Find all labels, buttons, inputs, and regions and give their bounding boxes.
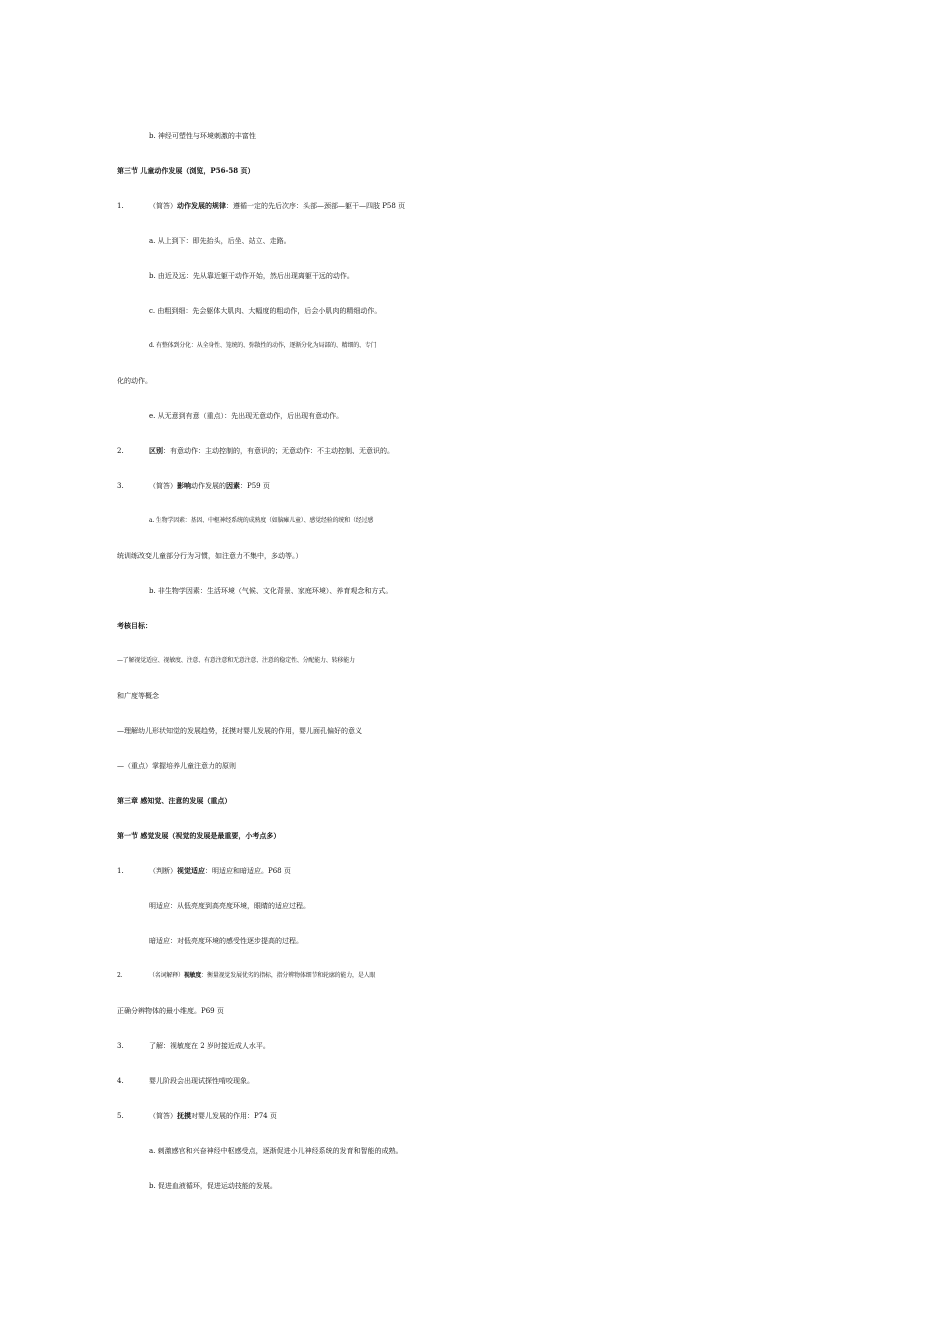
- text-line: [0, 749, 950, 783]
- item-text: 动作发展的: [191, 482, 226, 490]
- item-text: ：衡量视觉发展优劣的指标，指分辨物体细节和轮廓的能力，是人眼: [201, 972, 376, 979]
- heading-text: 第三节 儿童动作发展（浏览，P56-58 页）: [117, 166, 255, 175]
- item-keyword: 动作发展的规律: [177, 201, 226, 210]
- item-number: 1.: [117, 202, 124, 210]
- item-tag: （简答）: [149, 482, 177, 490]
- line-text: —了解视觉适应、视敏度、注意、有意注意和无意注意、注意的稳定性、分配能力、转移能力: [117, 657, 355, 664]
- text-line: [0, 329, 950, 363]
- item-number: 2.: [117, 972, 123, 979]
- item-keyword: 因素: [226, 481, 240, 490]
- text-line: [0, 364, 950, 398]
- line-text: a. 从上到下：即先抬头，后坐、站立、走路。: [149, 237, 291, 245]
- item-number: 3.: [117, 1042, 124, 1050]
- item-text: ：有意动作：主动控制的，有意识的；无意动作：不主动控制、无意识的。: [163, 447, 394, 455]
- item-text: ：遵循一定的先后次序：头部—颈部—躯干—四肢 P58 页: [226, 202, 406, 210]
- text-line: [0, 679, 950, 713]
- item-text: 了解：视敏度在 2 岁时接近成人水平。: [149, 1042, 270, 1050]
- text-line: [0, 644, 950, 678]
- item-number: 5.: [117, 1112, 124, 1120]
- text-line: [0, 259, 950, 293]
- list-item: [0, 434, 950, 468]
- text-line: [0, 224, 950, 258]
- line-text: 统训练改变儿童部分行为习惯，如注意力不集中，多动等。）: [117, 552, 303, 560]
- item-number: 2.: [117, 447, 124, 455]
- section-heading: [0, 819, 950, 853]
- text-line: [0, 924, 950, 958]
- item-keyword: 影响: [177, 481, 191, 490]
- text-line: [0, 294, 950, 328]
- item-number: 1.: [117, 867, 124, 875]
- list-item: [0, 959, 950, 993]
- item-keyword: 抚摸: [177, 1111, 191, 1120]
- text-line: [0, 574, 950, 608]
- list-item: [0, 1099, 950, 1133]
- list-item: [0, 854, 950, 888]
- item-keyword: 视敏度: [183, 972, 202, 979]
- text-line: [0, 504, 950, 538]
- item-keyword: 视觉适应: [177, 866, 205, 875]
- item-text: ：明适应和暗适应。P68 页: [205, 867, 291, 875]
- line-text: 化的动作。: [117, 377, 152, 385]
- text-line: [0, 1134, 950, 1168]
- line-text: 和广度等概念: [117, 692, 159, 700]
- heading-text: 第三章 感知觉、注意的发展（重点）: [117, 796, 232, 805]
- item-number: 3.: [117, 482, 124, 490]
- list-item: [0, 1029, 950, 1063]
- line-text: 明适应：从低亮度到高亮度环境，眼睛的适应过程。: [149, 902, 310, 910]
- line-text: 正确分辨物体的最小维度。P69 页: [117, 1007, 224, 1015]
- text-line: [0, 994, 950, 1028]
- line-text: b. 非生物学因素：生活环境（气候、文化背景、家庭环境）、养育观念和方式。: [149, 587, 393, 595]
- text-line: [0, 889, 950, 923]
- line-text: c. 由粗到细：先会躯体大肌肉、大幅度的粗动作，后会小肌肉的精细动作。: [149, 307, 382, 315]
- item-tag: （简答）: [149, 1112, 177, 1120]
- list-item: [0, 469, 950, 503]
- item-keyword: 区别: [149, 446, 163, 455]
- heading-text: 考核目标：: [117, 621, 152, 630]
- text-line: [0, 1169, 950, 1203]
- line-text: 暗适应：对低亮度环境的感受性逐步提高的过程。: [149, 937, 303, 945]
- heading-text: 第一节 感觉发展（视觉的发展是最重要，小考点多）: [117, 831, 281, 840]
- line-text: e. 从无意到有意（重点）：先出现无意动作，后出现有意动作。: [149, 412, 344, 420]
- list-item: [0, 189, 950, 223]
- text-line: [0, 119, 950, 153]
- line-text: —理解幼儿形状知觉的发展趋势，抚摸对婴儿发展的作用，婴儿面孔偏好的意义: [117, 727, 362, 735]
- line-text: a. 生物学因素：基因、中枢神经系统的成熟度（如脑瘫儿童）、感觉经验的统和（经过感: [149, 517, 374, 524]
- item-tag: （名词解释）: [149, 972, 184, 979]
- item-text: ：P59 页: [240, 482, 270, 490]
- chapter-heading: [0, 784, 950, 818]
- line-text: d. 有整体到分化：从全身性、笼统的、弥散性的动作，逐渐分化为局部的、精细的、专门: [149, 342, 377, 349]
- item-tag: （判断）: [149, 867, 177, 875]
- item-text: 婴儿阶段会出现试探性啃咬现象。: [149, 1077, 254, 1085]
- section-heading: [0, 609, 950, 643]
- item-text: 对婴儿发展的作用：P74 页: [191, 1112, 277, 1120]
- line-text: b. 由近及远：先从靠近躯干动作开始，然后出现离躯干远的动作。: [149, 272, 354, 280]
- line-text: —（重点）掌握培养儿童注意力的原则: [117, 762, 236, 770]
- item-number: 4.: [117, 1077, 124, 1085]
- text-line: [0, 399, 950, 433]
- text-line: [0, 539, 950, 573]
- line-text: b. 促进血液循环，促进运动技能的发展。: [149, 1182, 277, 1190]
- line-text: b. 神经可塑性与环境刺激的丰富性: [149, 132, 256, 140]
- list-item: [0, 1064, 950, 1098]
- line-text: a. 刺激感官和兴奋神经中枢感受点，逐渐促进小儿神经系统的发育和智能的成熟。: [149, 1147, 403, 1155]
- text-line: [0, 714, 950, 748]
- section-heading: [0, 154, 950, 188]
- item-tag: （简答）: [149, 202, 177, 210]
